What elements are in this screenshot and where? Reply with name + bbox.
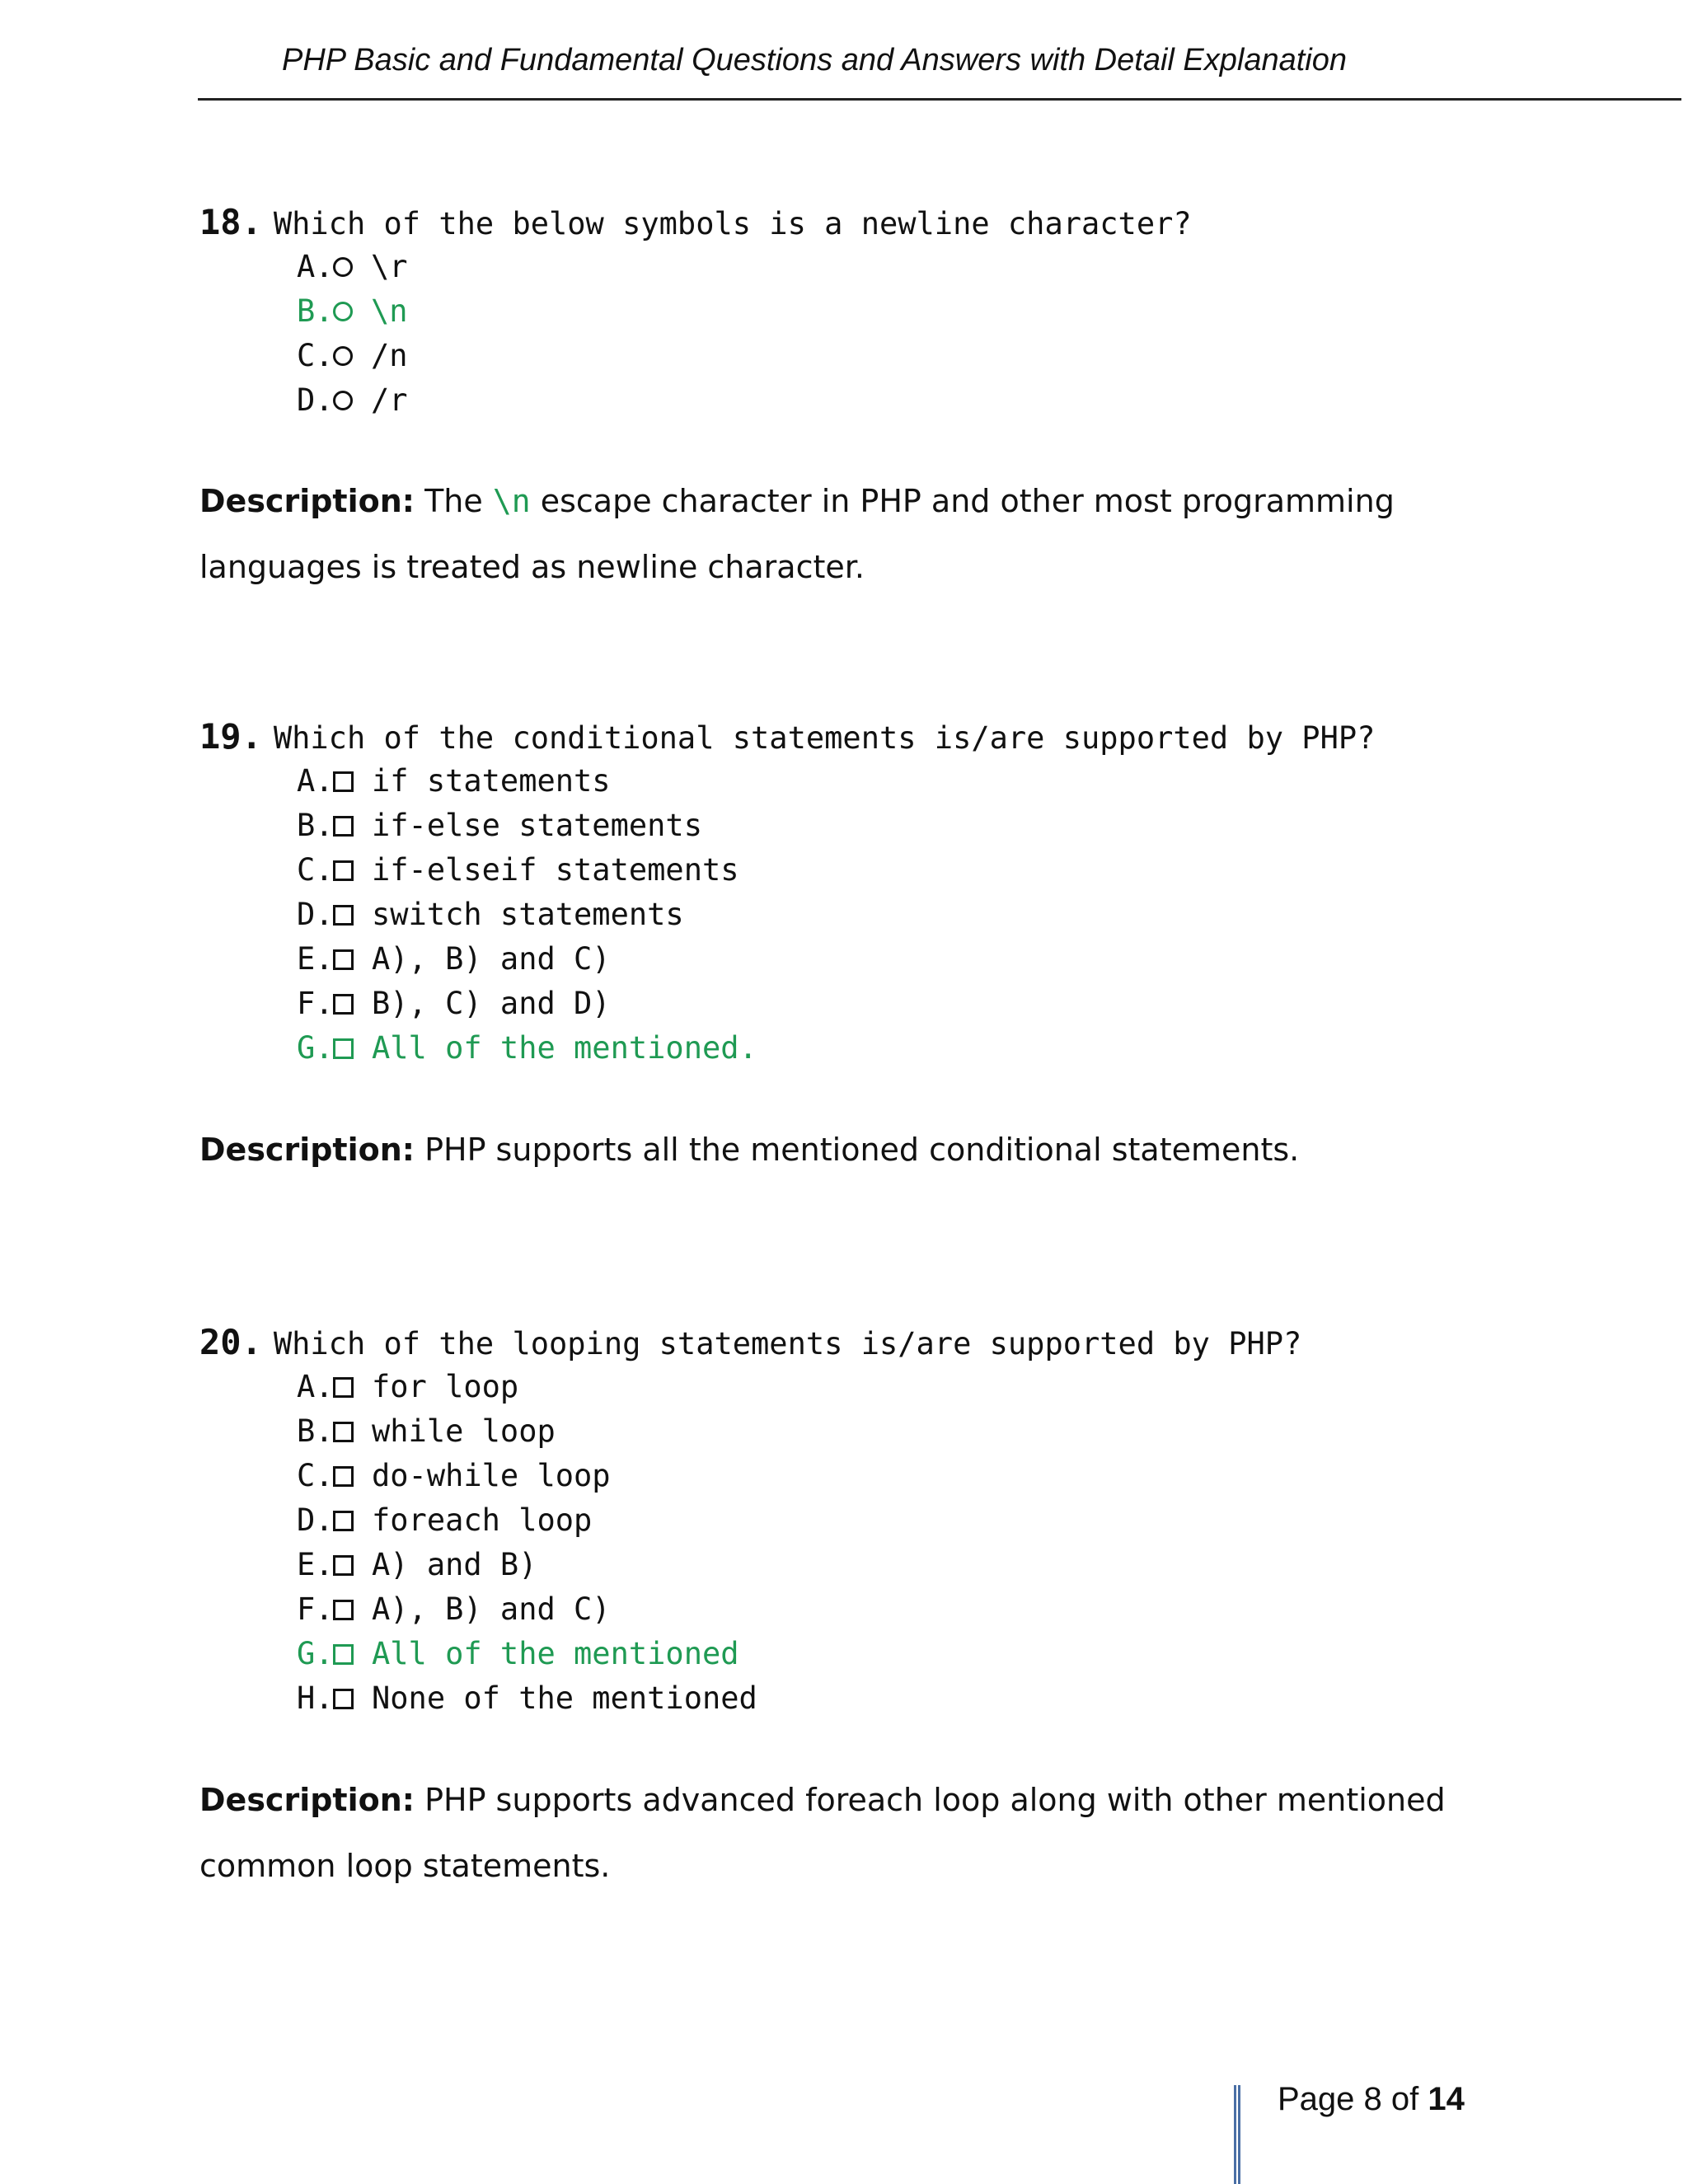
page-number [1278, 2081, 1465, 2118]
checkbox-icon[interactable] [333, 1377, 354, 1398]
question-20 [199, 1320, 1601, 1366]
option-b[interactable] [297, 1409, 1533, 1454]
option-letter: C. [297, 852, 334, 888]
option-letter: C. [297, 338, 334, 373]
question-text: Which of the conditional statements is/are supported by PHP? [273, 720, 1376, 756]
option-c[interactable] [297, 1454, 1533, 1498]
option-letter: E. [297, 1547, 334, 1582]
option-letter: C. [297, 1458, 334, 1493]
option-d[interactable] [297, 378, 1533, 423]
option-text: foreach loop [372, 1502, 593, 1538]
description-18 [199, 468, 1461, 600]
description-label: Description: [199, 1132, 415, 1168]
option-letter: H. [297, 1680, 334, 1716]
option-letter: D. [297, 897, 334, 932]
option-letter: G. [297, 1636, 334, 1671]
option-text: None of the mentioned [372, 1680, 757, 1716]
description-20 [199, 1767, 1461, 1899]
checkbox-icon[interactable] [333, 860, 354, 881]
description-text-before: The [424, 483, 483, 519]
option-text: if-else statements [372, 808, 702, 843]
question-18-options [297, 245, 1533, 423]
option-text: A), B) and C) [372, 941, 611, 977]
option-d[interactable] [297, 893, 1533, 937]
option-b[interactable] [297, 804, 1533, 848]
checkbox-icon[interactable] [333, 771, 354, 792]
checkbox-icon[interactable] [333, 905, 354, 926]
question-number: 20. [199, 1322, 262, 1362]
page-prefix: Page 8 of [1278, 2081, 1419, 2117]
checkbox-icon[interactable] [333, 816, 354, 837]
option-letter: B. [297, 1413, 334, 1449]
page-total: 14 [1428, 2081, 1465, 2117]
option-a[interactable] [297, 759, 1533, 804]
option-e[interactable] [297, 937, 1533, 982]
option-text: \n [371, 293, 408, 329]
checkbox-icon[interactable] [333, 1644, 354, 1665]
checkbox-icon[interactable] [333, 1555, 354, 1576]
checkbox-icon[interactable] [333, 1511, 354, 1531]
question-20-options [297, 1365, 1533, 1721]
option-text: while loop [372, 1413, 556, 1449]
option-d[interactable] [297, 1498, 1533, 1543]
header-divider [198, 98, 1681, 101]
checkbox-icon[interactable] [333, 1600, 354, 1620]
option-text: /n [371, 338, 408, 373]
option-b[interactable] [297, 289, 1533, 334]
option-f[interactable] [297, 1587, 1533, 1632]
option-text: B), C) and D) [372, 986, 611, 1021]
document-header-title: PHP Basic and Fundamental Questions and Answers with Detail Explanation [282, 43, 1347, 77]
radio-icon[interactable] [333, 346, 353, 366]
question-number: 19. [199, 716, 262, 757]
checkbox-icon[interactable] [333, 1038, 354, 1059]
option-text: if-elseif statements [372, 852, 739, 888]
option-letter: G. [297, 1030, 334, 1066]
description-text: PHP supports all the mentioned conditional statements. [424, 1132, 1300, 1168]
checkbox-icon[interactable] [333, 1466, 354, 1487]
question-18 [199, 200, 1601, 246]
option-text: if statements [372, 763, 611, 799]
option-h[interactable] [297, 1676, 1533, 1721]
checkbox-icon[interactable] [333, 1689, 354, 1709]
description-19 [199, 1117, 1461, 1183]
description-label: Description: [199, 1782, 415, 1818]
option-a[interactable] [297, 1365, 1533, 1409]
question-19 [199, 715, 1601, 761]
footer-page-bar [1234, 2085, 1240, 2184]
question-number: 18. [199, 202, 262, 242]
checkbox-icon[interactable] [333, 949, 354, 970]
option-letter: E. [297, 941, 334, 977]
description-text-after: escape character in PHP and other most programming languages is treated as newline character. [199, 483, 1395, 585]
option-a[interactable] [297, 245, 1533, 289]
option-text: /r [371, 382, 408, 418]
option-g[interactable] [297, 1026, 1533, 1071]
option-letter: D. [297, 382, 334, 418]
option-text: \r [371, 249, 408, 284]
option-letter: B. [297, 293, 334, 329]
option-c[interactable] [297, 334, 1533, 378]
option-text: All of the mentioned. [372, 1030, 757, 1066]
option-e[interactable] [297, 1543, 1533, 1587]
radio-icon[interactable] [333, 257, 353, 277]
option-text: All of the mentioned [372, 1636, 739, 1671]
option-letter: F. [297, 986, 334, 1021]
checkbox-icon[interactable] [333, 994, 354, 1015]
question-text: Which of the below symbols is a newline character? [273, 206, 1192, 241]
option-text: switch statements [372, 897, 684, 932]
description-text: PHP supports advanced foreach loop along with other mentioned common loop statements. [199, 1782, 1446, 1884]
radio-icon[interactable] [333, 302, 353, 321]
option-text: do-while loop [372, 1458, 611, 1493]
option-letter: A. [297, 763, 334, 799]
option-letter: B. [297, 808, 334, 843]
option-text: for loop [372, 1369, 519, 1404]
option-f[interactable] [297, 982, 1533, 1026]
option-text: A), B) and C) [372, 1591, 611, 1627]
question-19-options [297, 759, 1533, 1071]
checkbox-icon[interactable] [333, 1422, 354, 1442]
option-text: A) and B) [372, 1547, 537, 1582]
option-letter: A. [297, 1369, 334, 1404]
description-label: Description: [199, 483, 415, 519]
option-g[interactable] [297, 1632, 1533, 1676]
inline-code: \n [492, 483, 531, 519]
radio-icon[interactable] [333, 391, 353, 410]
option-letter: A. [297, 249, 334, 284]
option-letter: D. [297, 1502, 334, 1538]
question-text: Which of the looping statements is/are supported by PHP? [273, 1326, 1302, 1361]
option-c[interactable] [297, 848, 1533, 893]
option-letter: F. [297, 1591, 334, 1627]
